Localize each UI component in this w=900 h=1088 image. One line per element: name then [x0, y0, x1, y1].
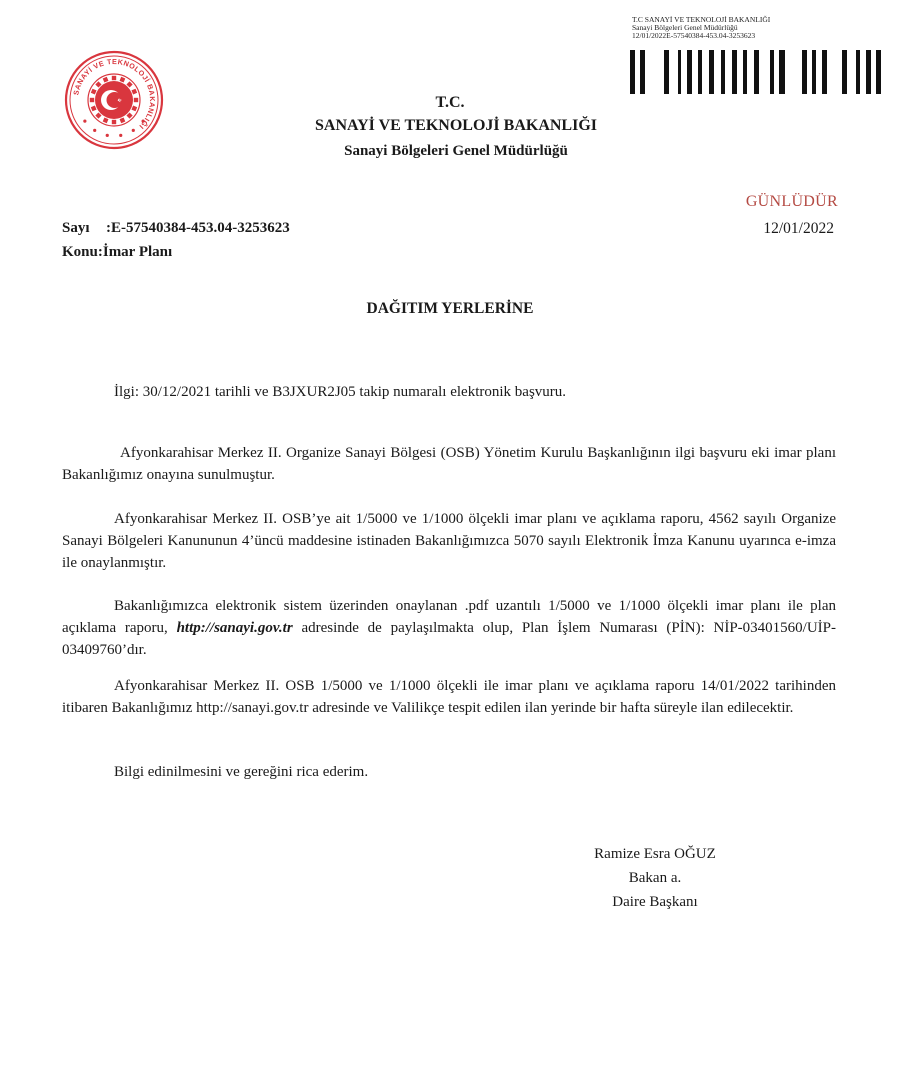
- paragraph-5-text: Bilgi edinilmesini ve gereğini rica ederim.: [114, 764, 369, 780]
- signatory-name: Ramize Esra OĞUZ: [594, 846, 716, 862]
- barcode-line-3: 12/01/2022E-57540384-453.04-3253623: [632, 31, 756, 40]
- paragraph-5: [62, 761, 836, 783]
- paragraph-4: [62, 675, 836, 719]
- reference-number: [62, 220, 290, 237]
- paragraph-4-text: Afyonkarahisar Merkez II. OSB 1/5000 ve 1/1000 ölçekli ile imar planı ve açıklama raporu 14/01/2022 tarihinden itibaren Bakanlığımız http://sanayi.gov.tr adresinde ve Valilikçe tespit edilen ilan yerinde bir hafta süreyle ilan edilecektir.: [62, 678, 836, 716]
- subject: [62, 244, 172, 261]
- barcode-line-1: T.C SANAYİ VE TEKNOLOJİ BAKANLIĞI: [632, 15, 771, 24]
- paragraph-3-before: Bakanlığımızca elektronik sistem üzerinden onaylanan .pdf uzantılı 1/5000 ve 1/1000 ölçekli imar planı ile plan açıklama raporu,: [62, 598, 836, 636]
- signatory-on-behalf: Bakan a.: [628, 870, 682, 886]
- subject-value: :İmar Planı: [97, 244, 173, 260]
- paragraph-3-text: [62, 595, 836, 661]
- paragraph-2-text: Afyonkarahisar Merkez II. OSB’ye ait 1/5000 ve 1/1000 ölçekli imar planı ve açıklama raporu, 4562 sayılı Organize Sanayi Bölgeleri Kanununun 4’üncü maddesine istinaden Bakanlığımızca 5070 sayılı Elektronik İmza Kanunu uyarınca e-imza ile onaylanmıştır.: [62, 511, 836, 571]
- paragraph-2: [62, 508, 836, 574]
- reference-value: :E-57540384-453.04-3253623: [106, 220, 290, 236]
- document-date: 12/01/2022: [763, 220, 834, 237]
- signatory-title: Daire Başkanı: [612, 894, 698, 910]
- seal-ring-text: SANAYİ VE TEKNOLOJİ BAKANLIĞI: [71, 56, 158, 132]
- paragraph-1: [62, 442, 836, 486]
- header-ministry: SANAYİ VE TEKNOLOJİ BAKANLIĞI: [314, 117, 597, 134]
- header-department: Sanayi Bölgeleri Genel Müdürlüğü: [344, 143, 568, 159]
- barcode-line-2: Sanayi Bölgeleri Genel Müdürlüğü: [632, 23, 738, 32]
- paragraph-1-text: Afyonkarahisar Merkez II. Organize Sanayi Bölgesi (OSB) Yönetim Kurulu Başkanlığının ilgi başvuru eki imar planı Bakanlığımız onayına sunulmuştur.: [62, 445, 836, 483]
- paragraph-3: [62, 595, 836, 661]
- addressee-heading: DAĞITIM YERLERİNE: [366, 300, 534, 317]
- barcode-icon: [630, 50, 882, 94]
- signature-block: [560, 842, 750, 914]
- website-link[interactable]: http://sanayi.gov.tr: [176, 620, 293, 636]
- paragraph-3-after: adresinde de paylaşılmakta olup, Plan İşlem Numarası (PİN): NİP-03401560/UİP-03409760’dır.: [62, 620, 837, 658]
- header-country: T.C.: [435, 94, 465, 111]
- urgency-label: GÜNLÜDÜR: [745, 193, 838, 210]
- subject-label: Konu: [62, 244, 98, 260]
- reference-label: Sayı: [62, 220, 90, 236]
- barcode-caption: [632, 16, 882, 40]
- reference-line: [62, 381, 836, 403]
- ilgi-text: İlgi: 30/12/2021 tarihli ve B3JXUR2J05 takip numaralı elektronik başvuru.: [114, 384, 567, 400]
